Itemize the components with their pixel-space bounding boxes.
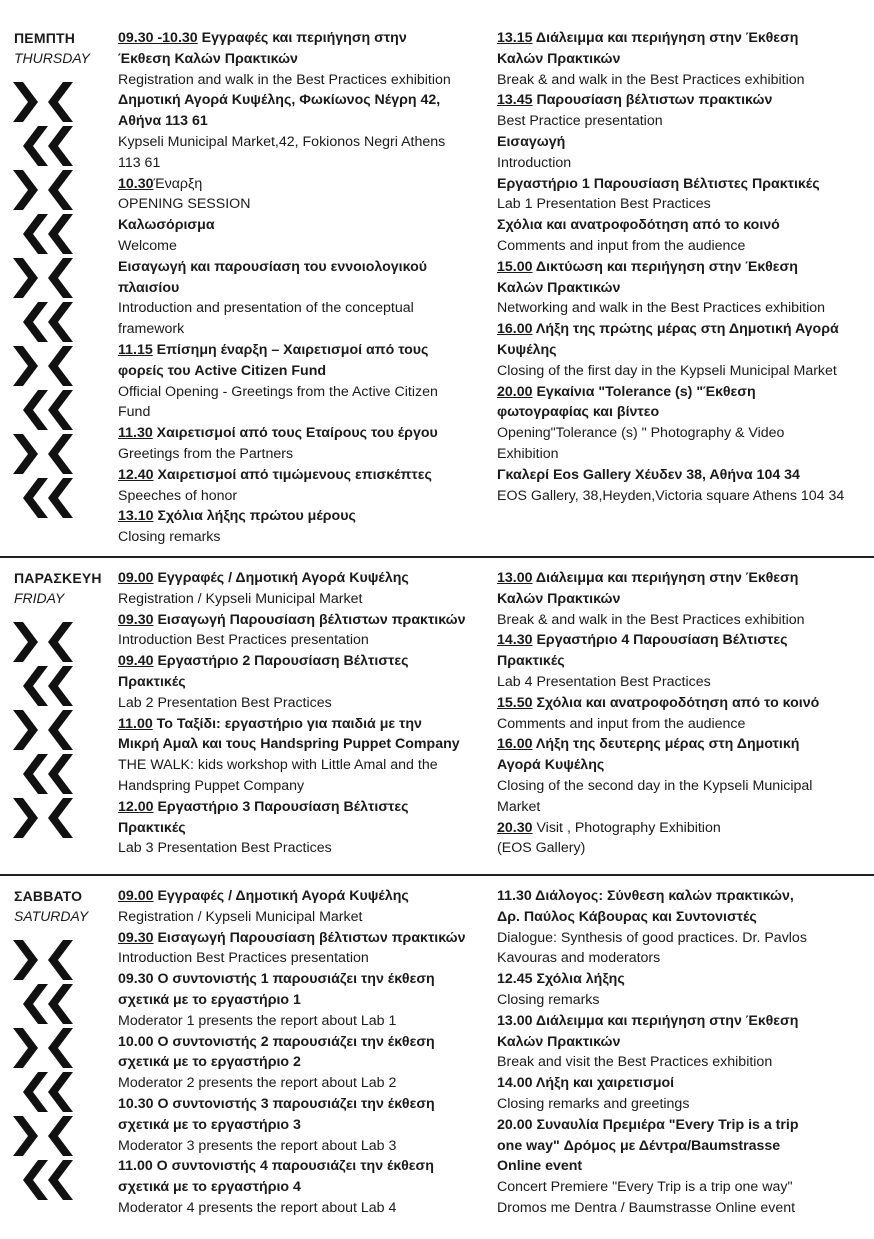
- schedule-text: Lab 3 Presentation Best Practices: [118, 840, 332, 857]
- schedule-text: Καλών Πρακτικών: [497, 50, 621, 67]
- schedule-text: 10.00 Ο συντονιστής 2 παρουσιάζει την έκθεση: [118, 1033, 435, 1050]
- schedule-text: Εισαγωγή Παρουσίαση βέλτιστων πρακτικών: [153, 611, 466, 628]
- schedule-column-right: [497, 886, 869, 1219]
- chevron-shape: [13, 710, 73, 750]
- schedule-text: Χαιρετισμοί από τους Εταίρους του έργου: [152, 425, 438, 442]
- schedule-text: Lab 1 Presentation Best Practices: [497, 196, 711, 213]
- schedule-line: [118, 714, 490, 735]
- schedule-text: Σχόλια λήξης πρώτου μέρους: [153, 508, 356, 525]
- schedule-line: [118, 90, 490, 111]
- schedule-line: [497, 257, 869, 278]
- schedule-time: 11.00: [118, 715, 153, 732]
- schedule-text: Market: [497, 798, 541, 815]
- schedule-line: [497, 907, 869, 928]
- schedule-line: [118, 928, 490, 949]
- schedule-text: Σχόλια και ανατροφοδότηση από το κοινό: [497, 217, 780, 234]
- schedule-text: Concert Premiere "Every Trip is a trip one way": [497, 1179, 793, 1196]
- schedule-line: [497, 1177, 869, 1198]
- schedule-line: [118, 1115, 490, 1136]
- schedule-line: [497, 1011, 869, 1032]
- schedule-line: [497, 1052, 869, 1073]
- schedule-line: [497, 1198, 869, 1219]
- schedule-line: [497, 672, 869, 693]
- schedule-text: Introduction: [497, 154, 572, 171]
- schedule-text: Εργαστήριο 1 Παρουσίαση Βέλτιστες Πρακτικές: [497, 175, 820, 192]
- schedule-text: Καλωσόρισμα: [118, 217, 215, 234]
- schedule-line: [118, 70, 490, 91]
- schedule-text: Kypseli Municipal Market,42, Fokionos Negri Athens: [118, 133, 446, 150]
- schedule-time: 09.30 -10.30: [118, 30, 198, 46]
- schedule-line: [497, 797, 869, 818]
- schedule-text: 14.00 Λήξη και χαιρετισμοί: [497, 1075, 675, 1092]
- schedule-line: [118, 486, 490, 507]
- schedule-text: Moderator 2 presents the report about Lab 2: [118, 1075, 397, 1092]
- day-section-saturday: [0, 878, 874, 1238]
- day-label-english: FRIDAY: [14, 590, 65, 606]
- schedule-text: Δικτύωση και περιήγηση στην Έκθεση: [532, 258, 798, 275]
- schedule-line: [497, 215, 869, 236]
- schedule-time: 16.00: [497, 321, 533, 338]
- schedule-line: [497, 630, 869, 651]
- chevron-shape: [23, 478, 73, 518]
- schedule-line: [497, 990, 869, 1011]
- schedule-text: Επίσημη έναρξη – Χαιρετισμοί από τους: [152, 341, 429, 358]
- schedule-text: Λήξη της πρώτης μέρας στη Δημοτική Αγορά: [532, 321, 839, 338]
- day-section-friday: [0, 560, 874, 860]
- schedule-line: [118, 132, 490, 153]
- schedule-line: [118, 153, 490, 174]
- schedule-text: Εργαστήριο 4 Παρουσίαση Βέλτιστες: [532, 632, 788, 649]
- chevron-shape: [13, 1116, 73, 1156]
- schedule-line: [497, 734, 869, 755]
- schedule-line: [118, 423, 490, 444]
- schedule-text: Μικρή Αμαλ και τους Handspring Puppet Company: [118, 736, 460, 753]
- chevron-shape: [23, 214, 73, 254]
- schedule-text: Registration and walk in the Best Practices exhibition: [118, 71, 451, 88]
- schedule-line: [118, 948, 490, 969]
- schedule-text: Αθήνα 113 61: [118, 113, 208, 130]
- schedule-line: [497, 838, 869, 859]
- schedule-text: Registration / Kypseli Municipal Market: [118, 908, 363, 925]
- schedule-line: [118, 1198, 490, 1219]
- schedule-text: Speeches of honor: [118, 487, 238, 504]
- schedule-line: [118, 672, 490, 693]
- schedule-text: Καλών Πρακτικών: [497, 590, 621, 607]
- schedule-text: 11.00 Ο συντονιστής 4 παρουσιάζει την έκθεση: [118, 1158, 434, 1175]
- schedule-text: Lab 4 Presentation Best Practices: [497, 673, 711, 690]
- schedule-line: [497, 886, 869, 907]
- schedule-line: [118, 1011, 490, 1032]
- schedule-text: Εγκαίνια "Tolerance (s) "Έκθεση: [532, 383, 756, 400]
- schedule-line: [118, 174, 490, 195]
- schedule-line: [118, 907, 490, 928]
- schedule-line: [118, 1052, 490, 1073]
- schedule-line: [497, 90, 869, 111]
- day-section-thursday: [0, 0, 874, 550]
- schedule-line: [118, 838, 490, 859]
- chevron-shape: [13, 82, 73, 122]
- schedule-line: [118, 1177, 490, 1198]
- chevron-shape: [23, 984, 73, 1024]
- schedule-line: [497, 589, 869, 610]
- schedule-line: [497, 1032, 869, 1053]
- schedule-line: [118, 340, 490, 361]
- schedule-time: 10.30: [118, 175, 154, 192]
- schedule-text: Welcome: [118, 237, 177, 254]
- schedule-text: σχετικά με το εργαστήριο 3: [118, 1116, 301, 1133]
- chevron-shape: [23, 1160, 73, 1200]
- schedule-text: φορείς του Active Citizen Fund: [118, 362, 327, 379]
- schedule-text: Networking and walk in the Best Practices exhibition: [497, 300, 826, 317]
- schedule-text: Έκθεση Καλών Πρακτικών: [118, 50, 298, 67]
- schedule-time: 15.50: [497, 694, 533, 711]
- schedule-time: 12.00: [118, 798, 154, 815]
- schedule-line: [118, 693, 490, 714]
- schedule-text: 11.30 Διάλογος: Σύνθεση καλών πρακτικών,: [497, 888, 794, 904]
- schedule-line: [118, 568, 490, 589]
- day-label-greek: ΠΕΜΠΤΗ: [14, 30, 76, 46]
- chevron-pattern-icon: [11, 622, 77, 852]
- schedule-time: 13.00: [497, 570, 533, 586]
- schedule-text: σχετικά με το εργαστήριο 1: [118, 991, 301, 1008]
- schedule-text: 113 61: [118, 154, 161, 171]
- schedule-text: Introduction Best Practices presentation: [118, 632, 369, 649]
- schedule-line: [118, 257, 490, 278]
- schedule-text: Closing remarks: [118, 529, 221, 546]
- schedule-line: [497, 1136, 869, 1157]
- chevron-shape: [23, 1072, 73, 1112]
- schedule-text: Closing remarks: [497, 991, 600, 1008]
- schedule-line: [497, 969, 869, 990]
- schedule-time: 12.40: [118, 466, 154, 483]
- schedule-text: Greetings from the Partners: [118, 445, 294, 462]
- schedule-text: σχετικά με το εργαστήριο 2: [118, 1054, 301, 1071]
- schedule-time: 11.15: [118, 341, 153, 358]
- schedule-text: Dromos me Dentra / Baumstrasse Online event: [497, 1199, 796, 1216]
- schedule-text: Σχόλια και ανατροφοδότηση από το κοινό: [532, 694, 820, 711]
- schedule-time: 13.15: [497, 30, 533, 46]
- schedule-text: Moderator 3 presents the report about Lab 3: [118, 1137, 397, 1154]
- schedule-line: [118, 1156, 490, 1177]
- schedule-line: [497, 651, 869, 672]
- schedule-text: 20.00 Συναυλία Πρεμιέρα "Every Trip is a trip: [497, 1116, 799, 1133]
- chevron-shape: [13, 1028, 73, 1068]
- chevron-shape: [13, 622, 73, 662]
- schedule-line: [497, 568, 869, 589]
- section-divider: [0, 874, 874, 876]
- schedule-text: Moderator 1 presents the report about Lab 1: [118, 1012, 397, 1029]
- schedule-text: Καλών Πρακτικών: [497, 279, 621, 296]
- schedule-line: [497, 132, 869, 153]
- schedule-text: Παρουσίαση βέλτιστων πρακτικών: [532, 92, 773, 109]
- schedule-text: Δρ. Παύλος Κάβουρας και Συντονιστές: [497, 908, 757, 925]
- schedule-line: [497, 1073, 869, 1094]
- schedule-line: [497, 1115, 869, 1136]
- schedule-line: [118, 236, 490, 257]
- schedule-text: Handspring Puppet Company: [118, 777, 305, 794]
- schedule-line: [497, 486, 869, 507]
- schedule-line: [497, 423, 869, 444]
- schedule-line: [497, 174, 869, 195]
- schedule-line: [497, 693, 869, 714]
- schedule-line: [497, 1156, 869, 1177]
- schedule-line: [497, 278, 869, 299]
- schedule-text: Best Practice presentation: [497, 113, 663, 130]
- schedule-text: Καλών Πρακτικών: [497, 1033, 621, 1050]
- schedule-text: Εισαγωγή Παρουσίαση βέλτιστων πρακτικών: [153, 929, 466, 946]
- schedule-line: [497, 610, 869, 631]
- chevron-shape: [23, 126, 73, 166]
- schedule-time: 20.00: [497, 383, 533, 400]
- schedule-text: Introduction Best Practices presentation: [118, 950, 369, 967]
- schedule-text: Εισαγωγή και παρουσίαση του εννοιολογικού: [118, 258, 427, 275]
- schedule-text: Break and visit the Best Practices exhibition: [497, 1054, 773, 1071]
- schedule-text: Κυψέλης: [497, 341, 557, 358]
- schedule-line: [118, 278, 490, 299]
- schedule-line: [497, 818, 869, 839]
- schedule-column-left: [118, 886, 490, 1219]
- schedule-line: [497, 319, 869, 340]
- schedule-line: [497, 465, 869, 486]
- schedule-line: [118, 361, 490, 382]
- day-label-greek: ΠΑΡΑΣΚΕΥΗ: [14, 570, 102, 586]
- schedule-text: Visit , Photography Exhibition: [532, 819, 721, 836]
- chevron-shape: [23, 302, 73, 342]
- schedule-line: [118, 49, 490, 70]
- schedule-text: Διάλειμμα και περιήγηση στην Έκθεση: [532, 570, 799, 586]
- schedule-line: [118, 1073, 490, 1094]
- schedule-text: Registration / Kypseli Municipal Market: [118, 590, 363, 607]
- schedule-line: [497, 444, 869, 465]
- schedule-time: 09.40: [118, 653, 154, 670]
- schedule-line: [497, 298, 869, 319]
- schedule-time: 09.30: [118, 929, 154, 946]
- schedule-column-left: [118, 568, 490, 859]
- schedule-line: [118, 818, 490, 839]
- chevron-shape: [23, 390, 73, 430]
- day-label-english: SATURDAY: [14, 908, 89, 924]
- schedule-text: (EOS Gallery): [497, 840, 586, 857]
- schedule-text: Break & and walk in the Best Practices exhibition: [497, 71, 805, 88]
- schedule-line: [118, 215, 490, 236]
- schedule-line: [118, 776, 490, 797]
- schedule-line: [118, 28, 490, 49]
- schedule-line: [497, 714, 869, 735]
- schedule-line: [118, 465, 490, 486]
- schedule-line: [497, 361, 869, 382]
- schedule-line: [118, 444, 490, 465]
- schedule-text: Closing of the first day in the Kypseli Municipal Market: [497, 362, 837, 379]
- schedule-time: 09.00: [118, 888, 154, 904]
- schedule-line: [497, 776, 869, 797]
- schedule-text: Χαιρετισμοί από τιμώμενους επισκέπτες: [153, 466, 432, 483]
- chevron-shape: [23, 666, 73, 706]
- schedule-column-right: [497, 28, 869, 506]
- chevron-shape: [13, 798, 73, 838]
- schedule-line: [118, 111, 490, 132]
- schedule-line: [118, 651, 490, 672]
- schedule-line: [118, 527, 490, 548]
- schedule-line: [118, 630, 490, 651]
- schedule-text: Γκαλερί Eos Gallery Χέυδεν 38, Αθήνα 104 34: [497, 466, 800, 483]
- schedule-text: framework: [118, 321, 185, 338]
- schedule-text: Closing of the second day in the Kypseli Municipal: [497, 777, 813, 794]
- schedule-text: Comments and input from the audience: [497, 237, 746, 254]
- schedule-line: [497, 111, 869, 132]
- schedule-text: 13.00 Διάλειμμα και περιήγηση στην Έκθεση: [497, 1012, 799, 1029]
- schedule-line: [497, 28, 869, 49]
- schedule-text: Το Ταξίδι: εργαστήριο για παιδιά με την: [152, 715, 422, 732]
- schedule-line: [118, 589, 490, 610]
- schedule-text: Εγγραφές και περιήγηση στην: [197, 30, 407, 46]
- schedule-text: Πρακτικές: [497, 653, 565, 670]
- chevron-pattern-icon: [11, 82, 77, 522]
- schedule-line: [118, 1136, 490, 1157]
- schedule-column-right: [497, 568, 869, 859]
- schedule-time: 16.00: [497, 736, 533, 753]
- schedule-text: Kavouras and moderators: [497, 950, 661, 967]
- schedule-text: EOS Gallery, 38,Heyden,Victoria square Athens 104 34: [497, 487, 845, 504]
- chevron-shape: [23, 754, 73, 794]
- schedule-line: [118, 194, 490, 215]
- schedule-text: Δημοτική Αγορά Κυψέλης, Φωκίωνος Νέγρη 42,: [118, 92, 441, 109]
- schedule-text: Closing remarks and greetings: [497, 1095, 690, 1112]
- schedule-time: 09.30: [118, 611, 154, 628]
- schedule-line: [118, 1094, 490, 1115]
- chevron-shape: [13, 170, 73, 210]
- schedule-time: 11.30: [118, 425, 153, 442]
- schedule-line: [497, 755, 869, 776]
- schedule-line: [118, 969, 490, 990]
- schedule-line: [497, 402, 869, 423]
- schedule-line: [118, 610, 490, 631]
- schedule-text: Online event: [497, 1158, 583, 1175]
- schedule-text: Official Opening - Greetings from the Active Citizen: [118, 383, 438, 400]
- schedule-time: 14.30: [497, 632, 533, 649]
- schedule-text: Introduction and presentation of the conceptual: [118, 300, 414, 317]
- schedule-text: Εργαστήριο 3 Παρουσίαση Βέλτιστες: [153, 798, 409, 815]
- chevron-shape: [13, 940, 73, 980]
- chevron-pattern-icon: [11, 940, 77, 1210]
- schedule-time: 13.45: [497, 92, 533, 109]
- schedule-line: [497, 236, 869, 257]
- schedule-text: Moderator 4 presents the report about Lab 4: [118, 1199, 397, 1216]
- schedule-text: σχετικά με το εργαστήριο 4: [118, 1179, 301, 1196]
- schedule-text: Exhibition: [497, 445, 559, 462]
- schedule-line: [118, 402, 490, 423]
- schedule-text: Εγγραφές / Δημοτική Αγορά Κυψέλης: [153, 570, 409, 586]
- schedule-text: Πρακτικές: [118, 673, 186, 690]
- schedule-text: one way" Δρόμος με Δέντρα/Baumstrasse: [497, 1137, 781, 1154]
- schedule-text: Εγγραφές / Δημοτική Αγορά Κυψέλης: [153, 888, 409, 904]
- schedule-line: [118, 382, 490, 403]
- schedule-text: Εισαγωγή: [497, 133, 566, 150]
- schedule-line: [497, 153, 869, 174]
- schedule-text: Opening"Tolerance (s) " Photography & Video: [497, 425, 785, 442]
- schedule-text: 10.30 Ο συντονιστής 3 παρουσιάζει την έκθεση: [118, 1095, 435, 1112]
- schedule-text: Break & and walk in the Best Practices exhibition: [497, 611, 805, 628]
- schedule-line: [497, 340, 869, 361]
- schedule-line: [118, 797, 490, 818]
- schedule-text: Πρακτικές: [118, 819, 186, 836]
- schedule-text: Έναρξη: [153, 175, 203, 192]
- schedule-line: [118, 506, 490, 527]
- day-label-english: THURSDAY: [14, 50, 90, 66]
- schedule-line: [118, 886, 490, 907]
- schedule-line: [118, 298, 490, 319]
- schedule-text: Lab 2 Presentation Best Practices: [118, 694, 332, 711]
- chevron-shape: [13, 258, 73, 298]
- section-divider: [0, 556, 874, 558]
- schedule-text: 12.45 Σχόλια λήξης: [497, 971, 625, 988]
- schedule-line: [118, 1032, 490, 1053]
- chevron-shape: [13, 346, 73, 386]
- day-label-greek: ΣΑΒΒΑΤΟ: [14, 888, 83, 904]
- schedule-text: OPENING SESSION: [118, 196, 251, 213]
- schedule-time: 15.00: [497, 258, 533, 275]
- schedule-column-left: [118, 28, 490, 548]
- schedule-line: [497, 928, 869, 949]
- schedule-line: [497, 948, 869, 969]
- schedule-text: Αγορά Κυψέλης: [497, 757, 605, 774]
- schedule-text: 09.30 Ο συντονιστής 1 παρουσιάζει την έκθεση: [118, 971, 435, 988]
- schedule-time: 09.00: [118, 570, 154, 586]
- schedule-line: [497, 382, 869, 403]
- schedule-time: 13.10: [118, 508, 154, 525]
- schedule-text: φωτογραφίας και βίντεο: [497, 404, 660, 421]
- schedule-line: [497, 1094, 869, 1115]
- schedule-line: [497, 194, 869, 215]
- schedule-text: Fund: [118, 404, 151, 421]
- schedule-text: THE WALK: kids workshop with Little Amal and the: [118, 757, 438, 774]
- schedule-line: [497, 70, 869, 91]
- chevron-shape: [13, 434, 73, 474]
- schedule-line: [118, 990, 490, 1011]
- schedule-text: Διάλειμμα και περιήγηση στην Έκθεση: [532, 30, 799, 46]
- schedule-time: 20.30: [497, 819, 533, 836]
- schedule-line: [118, 319, 490, 340]
- schedule-line: [118, 755, 490, 776]
- schedule-line: [497, 49, 869, 70]
- schedule-text: Λήξη της δευτερης μέρας στη Δημοτική: [532, 736, 800, 753]
- schedule-text: Εργαστήριο 2 Παρουσίαση Βέλτιστες: [153, 653, 409, 670]
- schedule-text: Comments and input from the audience: [497, 715, 746, 732]
- schedule-line: [118, 734, 490, 755]
- schedule-text: Dialogue: Synthesis of good practices. Dr. Pavlos: [497, 929, 807, 946]
- schedule-text: πλαισίου: [118, 279, 180, 296]
